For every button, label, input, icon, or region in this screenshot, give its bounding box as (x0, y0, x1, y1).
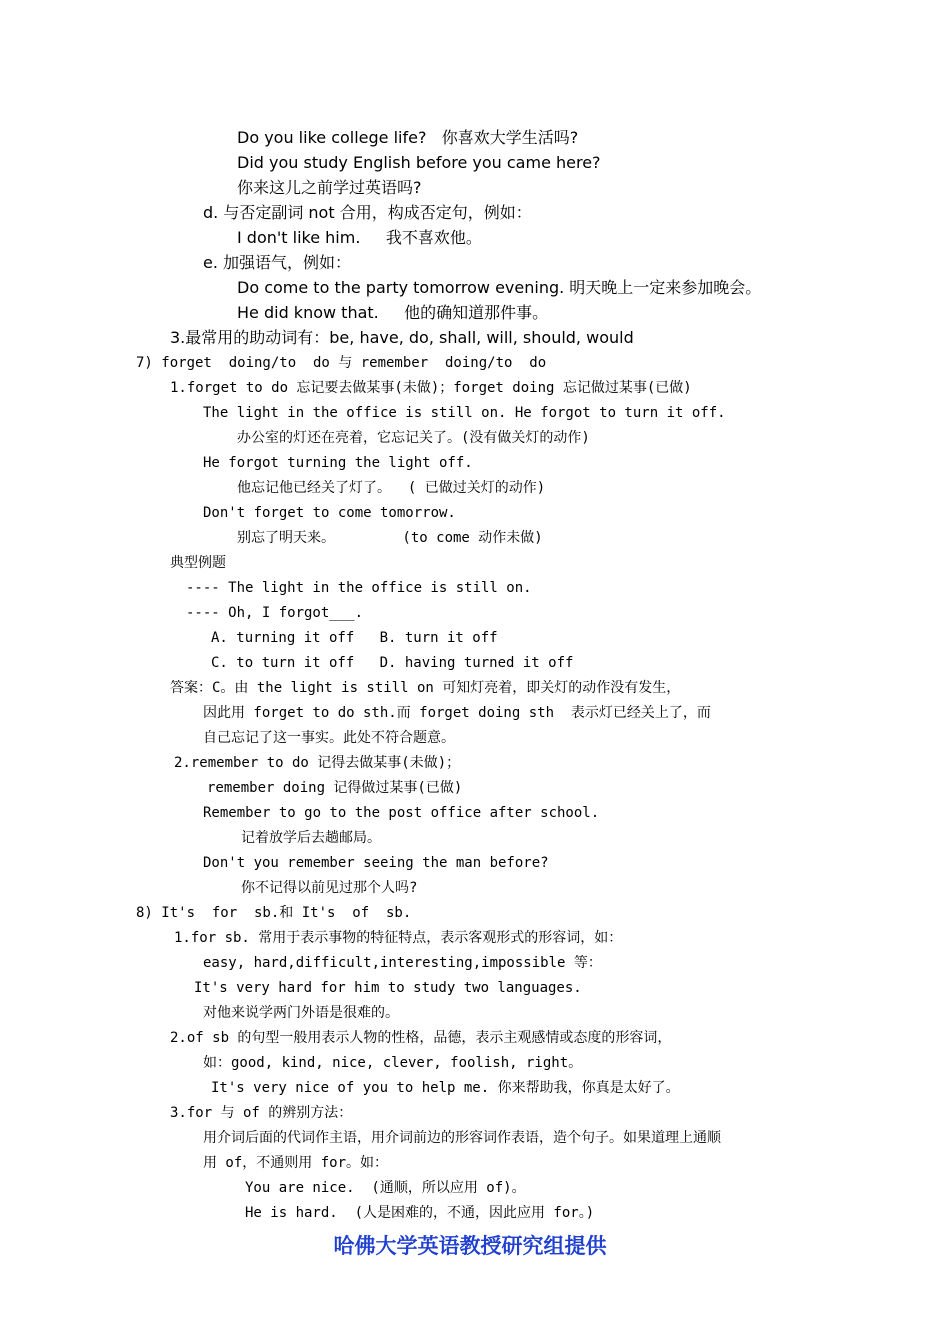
text-line: It's very nice of you to help me. 你来帮助我，你真是太好了。 (211, 1080, 680, 1096)
section-heading: 7) forget doing/to do 与 remember doing/to do (136, 355, 547, 371)
text-line: A. turning it off B. turn it off (211, 630, 498, 646)
text-line: remember doing 记得做过某事(已做) (207, 780, 463, 796)
text-line: He is hard. (人是困难的，不通，因此应用 for。) (245, 1205, 595, 1221)
text-line: Did you study English before you came here? (237, 153, 601, 172)
text-line: 你不记得以前见过那个人吗? (241, 880, 418, 896)
text-line: 用介词后面的代词作主语，用介词前边的形容词作表语，造个句子。如果道理上通顺 (203, 1130, 721, 1146)
text-line: 2.of sb 的句型一般用表示人物的性格，品德，表示主观感情或态度的形容词， (170, 1030, 672, 1046)
text-line: d. 与否定副词 not 合用，构成否定句，例如： (203, 203, 532, 222)
text-line: 典型例题 (170, 555, 226, 571)
text-line: 对他来说学两门外语是很难的。 (203, 1005, 399, 1021)
text-line: The light in the office is still on. He forgot to turn it off. (203, 405, 726, 421)
text-line: Do come to the party tomorrow evening. 明天晚上一定来参加晚会。 (237, 278, 762, 297)
text-line: 用 of，不通则用 for。如： (203, 1155, 389, 1171)
text-line: 因此用 forget to do sth.而 forget doing sth 表示灯已经关上了，而 (203, 705, 711, 721)
text-line: e. 加强语气，例如： (203, 253, 352, 272)
text-line: Do you like college life? 你喜欢大学生活吗? (237, 128, 579, 147)
text-line: C. to turn it off D. having turned it off (211, 655, 574, 671)
text-line: 你来这儿之前学过英语吗? (237, 178, 422, 197)
text-line: 1.forget to do 忘记要去做某事(未做)；forget doing 忘记做过某事(已做) (170, 380, 692, 396)
text-line: 办公室的灯还在亮着，它忘记关了。(没有做关灯的动作) (237, 430, 590, 446)
text-line: Remember to go to the post office after school. (203, 805, 600, 821)
text-line: 如：good, kind, nice, clever, foolish, right。 (203, 1055, 583, 1071)
text-line: 记着放学后去趟邮局。 (241, 830, 381, 846)
text-line: 3.最常用的助动词有：be, have, do, shall, will, should, would (170, 328, 634, 347)
text-line: 3.for 与 of 的辨别方法： (170, 1105, 353, 1121)
text-line: 2.remember to do 记得去做某事(未做)； (174, 755, 461, 771)
text-line: He forgot turning the light off. (203, 455, 473, 471)
text-line: 答案：C。由 the light is still on 可知灯亮着，即关灯的动作没有发生， (170, 680, 681, 696)
text-line: 他忘记他已经关了灯了。 ( 已做过关灯的动作) (237, 480, 546, 496)
footer-credit: 哈佛大学英语教授研究组提供 (333, 1233, 607, 1258)
text-line: 1.for sb. 常用于表示事物的特征特点，表示客观形式的形容词，如： (174, 930, 623, 946)
text-line: Don't forget to come tomorrow. (203, 505, 456, 521)
text-line: ---- The light in the office is still on. (186, 580, 532, 596)
text-line: easy, hard,difficult,interesting,impossible 等： (203, 955, 602, 971)
text-line: 自己忘记了这一事实。此处不符合题意。 (203, 730, 455, 746)
text-line: I don't like him. 我不喜欢他。 (237, 228, 482, 247)
section-heading: 8) It's for sb.和 It's of sb. (136, 905, 412, 921)
text-line: He did know that. 他的确知道那件事。 (237, 303, 549, 322)
text-line: You are nice. (通顺，所以应用 of)。 (245, 1180, 526, 1196)
text-line: It's very hard for him to study two languages. (194, 980, 582, 996)
text-line: 别忘了明天来。 (to come 动作未做) (237, 530, 543, 546)
text-line: Don't you remember seeing the man before? (203, 855, 549, 871)
text-line: ---- Oh, I forgot___. (186, 605, 364, 621)
